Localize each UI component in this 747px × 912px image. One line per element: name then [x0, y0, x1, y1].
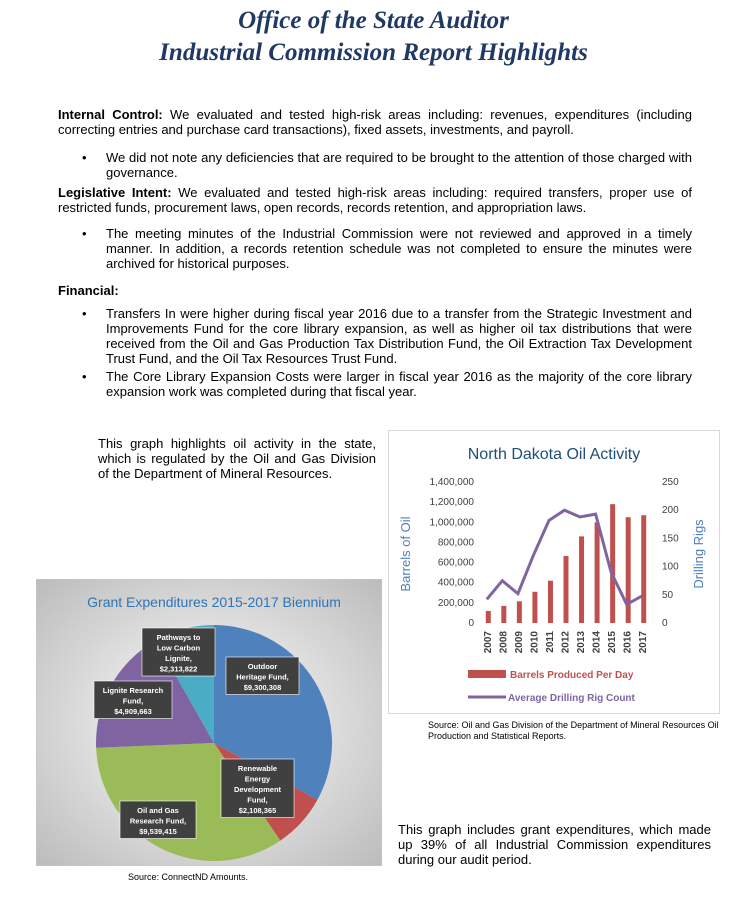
report-title-line2: Industrial Commission Report Highlights: [159, 39, 588, 66]
oil-y2-tick-label: 200: [662, 505, 679, 517]
financial-bullet-1: Transfers In were higher during fiscal year 2016 due to a transfer from the Strategic Investment and Improvements Fund for the core library expansion, as well as higher oil tax distributions that were received from the Oil and Gas Production Tax Distribution Fund, the Oil Extraction Tax Development Trust Fund, and the Oil Tax Resources Trust Fund.: [106, 306, 692, 366]
legislative-intent-text: We evaluated and tested high-risk areas including: required transfers, proper use of restricted funds, procurement laws, open records, records retention, and appropriation laws.: [58, 185, 692, 215]
oil-x-tick-label: 2009: [513, 631, 525, 654]
legend-bar-label: Barrels Produced Per Day: [510, 670, 634, 681]
oil-activity-chart: [388, 430, 720, 714]
bullet-marker: •: [82, 306, 87, 321]
oil-x-tick-label: 2014: [591, 631, 603, 654]
financial-bullet-2: The Core Library Expansion Costs were larger in fiscal year 2016 as the majority of the core library expansion work was completed during that fiscal year.: [106, 369, 692, 399]
pie-slice-label: Oil and Gas Research Fund, $9,539,415: [129, 806, 187, 836]
oil-y-tick-label: 1,400,000: [429, 477, 474, 488]
oil-y2-tick-label: 0: [662, 618, 668, 629]
oil-x-tick-label: 2008: [498, 631, 510, 654]
oil-chart-title: North Dakota Oil Activity: [467, 446, 641, 463]
oil-source-note: Source: Oil and Gas Division of the Department of Mineral Resources Oil Production and Statistical Reports.: [428, 720, 719, 741]
barrels-bar: [517, 601, 522, 623]
barrels-bar: [641, 515, 646, 623]
oil-x-tick-label: 2013: [576, 631, 587, 654]
oil-x-tick-label: 2007: [482, 631, 494, 654]
barrels-bar: [548, 581, 553, 623]
oil-y-tick-label: 400,000: [437, 577, 474, 589]
barrels-bar: [532, 592, 537, 623]
barrels-bar: [501, 606, 506, 623]
oil-y-tick-label: 0: [468, 618, 474, 629]
pie-slice-label: Renewable Energy Development Fund, $2,108,365: [233, 764, 282, 815]
internal-control-paragraph: [58, 107, 692, 137]
internal-control-bullet: We did not note any deficiencies that are required to be brought to the attention of those charged with governance.: [106, 150, 692, 180]
oil-y-tick-label: 1,000,000: [429, 517, 474, 529]
legislative-intent-label: Legislative Intent:: [58, 185, 172, 200]
bullet-marker: •: [82, 150, 87, 165]
barrels-bar: [626, 517, 631, 623]
report-title-line1: Office of the State Auditor: [238, 7, 509, 34]
barrels-bar: [610, 504, 615, 623]
oil-graph-caption: This graph highlights oil activity in the state, which is regulated by the Oil and Gas Division of the Department of Mineral Resources.: [98, 436, 376, 481]
oil-x-tick-label: 2016: [622, 631, 634, 654]
oil-y-tick-label: 600,000: [437, 557, 474, 569]
barrels-bar: [579, 536, 584, 623]
internal-control-text: We evaluated and tested high-risk areas including: revenues, expenditures (including correcting entries and purchase card transactions), fixed assets, investments, and payroll.: [58, 107, 692, 137]
internal-control-label: Internal Control:: [58, 107, 163, 122]
oil-y-tick-label: 1,200,000: [429, 497, 474, 509]
bullet-marker: •: [82, 226, 87, 241]
oil-y2-tick-label: 100: [662, 561, 679, 573]
grant-graph-caption: This graph includes grant expenditures, which made up 39% of all Industrial Commission expenditures during our audit period.: [398, 822, 711, 867]
oil-y-tick-label: 200,000: [437, 597, 474, 609]
oil-x-tick-label: 2015: [607, 631, 619, 654]
financial-label: Financial:: [58, 283, 119, 298]
grant-source-note: Source: ConnectND Amounts.: [128, 872, 249, 882]
pie-chart-title: Grant Expenditures 2015-2017 Biennium: [87, 594, 341, 610]
barrels-bar: [595, 522, 600, 623]
legend-line-label: Average Drilling Rig Count: [508, 693, 635, 704]
grant-expenditures-chart: [36, 579, 382, 866]
barrels-bar: [486, 611, 491, 623]
barrels-bar: [564, 556, 569, 623]
legend-bar-swatch: [468, 670, 506, 678]
oil-y2-tick-label: 50: [662, 589, 674, 601]
oil-x-tick-label: 2017: [638, 631, 650, 654]
pie-slice-label: Pathways to Low Carbon Lignite, $2,313,822: [156, 633, 201, 674]
oil-y2-tick-label: 150: [662, 533, 679, 545]
oil-y2-tick-label: 250: [662, 477, 679, 488]
oil-y-axis-label: Barrels of Oil: [398, 516, 413, 592]
pie-slice-label: Outdoor Heritage Fund, $9,300,308: [236, 662, 289, 692]
oil-x-tick-label: 2011: [545, 631, 556, 653]
oil-x-tick-label: 2010: [529, 631, 541, 654]
oil-x-tick-label: 2012: [560, 631, 572, 654]
bullet-marker: •: [82, 369, 87, 384]
oil-y-tick-label: 800,000: [437, 537, 474, 549]
legislative-intent-bullet: The meeting minutes of the Industrial Commission were not reviewed and approved in a timely manner. In addition, a records retention schedule was not completed to ensure the minutes were archived for historical purposes.: [106, 226, 692, 271]
legislative-intent-paragraph: [58, 185, 692, 215]
pie-slice-label: Lignite Research Fund, $4,909,663: [102, 686, 164, 716]
oil-y2-axis-label: Drilling Rigs: [691, 519, 706, 589]
